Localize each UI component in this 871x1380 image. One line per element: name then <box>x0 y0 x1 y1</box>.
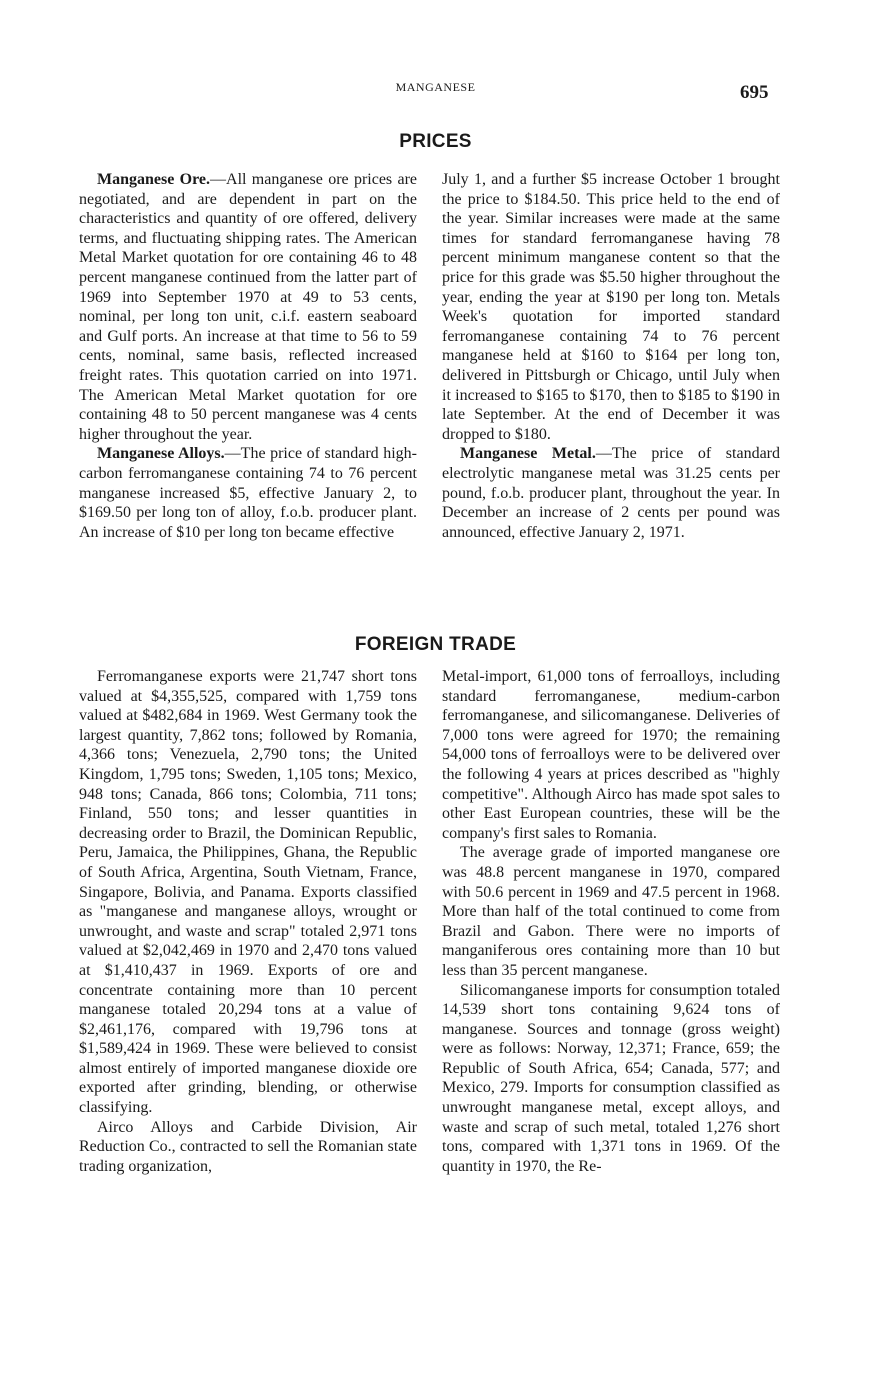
paragraph-manganese-metal <box>442 444 780 542</box>
run-in-heading: Manganese Ore. <box>97 171 211 188</box>
paragraph-airco: Airco Alloys and Carbide Division, Air Reduction Co., contracted to sell the Romanian state trading organization, <box>79 1118 417 1175</box>
paragraph-manganese-ore <box>79 170 417 444</box>
paragraph-alloys-continued <box>442 170 780 444</box>
prices-right-column <box>442 170 780 542</box>
paragraph-exports: Ferromanganese exports were 21,747 short tons valued at $4,355,525, compared with 1,759 tons valued at $482,684 in 1969. West Germany took the largest quantity, 7,862 tons; followed by Romania, 4,366 tons; Venezuela, 2,790 tons; the United Kingdom, 1,795 tons; Sweden, 1,105 tons; Mexico, 948 tons; Canada, 866 tons; Colombia, 711 tons; Finland, 550 tons; and lesser quantities in decreasing order to Brazil, the Dominican Republic, Peru, Jamaica, the Philippines, Ghana, the Republic of South Africa, Argentina, South Vietnam, France, Singapore, Bolivia, and Panama. Exports classified as "manganese and manganese alloys, wrought or unwrought, and waste and scrap" totaled 2,971 tons valued at $2,042,469 in 1970 and 2,470 tons valued at $1,410,437 in 1969. Exports of ore and concentrate containing more than 10 percent manganese totaled 20,294 tons at a value of $2,461,176, compared with 19,796 tons at $1,589,424 in 1969. These were believed to consist almost entirely of imported manganese dioxide ore exported after grinding, blending, or otherwise classifying. <box>79 668 417 1117</box>
paragraph-imported-ore-grade: The average grade of imported manganese ore was 48.8 percent manganese in 1970, compared with 50.6 percent in 1969 and 47.5 percent in 1968. More than half of the total continued to come from Brazil and Gabon. There were no imports of manganiferous ores containing more than 10 but less than 35 percent manganese. <box>442 844 780 979</box>
foreign-trade-right-column <box>442 667 780 1176</box>
foreign-trade-left-column <box>79 667 417 1176</box>
run-in-heading: Manganese Alloys. <box>97 445 225 463</box>
page-number: 695 <box>740 82 769 103</box>
prices-left-column <box>79 170 417 542</box>
run-in-heading: Manganese Metal. <box>460 445 596 463</box>
prices-heading: PRICES <box>399 131 472 152</box>
running-head: MANGANESE <box>395 80 476 94</box>
paragraph-text: —The price of standard high-carbon ferromanganese containing 74 to 76 percent manganese increased $5, effective January 2, to $169.50 per long ton of alloy, f.o.b. producer plant. An increase of $10 per long ton became effective <box>79 445 418 541</box>
paragraph-silicomanganese-imports: Silicomanganese imports for consumption totaled 14,539 short tons containing 9,624 tons of manganese. Sources and tonnage (gross weight) were as follows: Norway, 12,371; France, 659; the Republic of South Africa, 654; Canada, 577; and Mexico, 279. Imports for consumption classified as unwrought manganese metal, except alloys, and waste and scrap of such metal, totaled 1,276 short tons, compared with 1,371 tons in 1969. Of the quantity in 1970, the Re- <box>442 981 780 1175</box>
paragraph-text: —All manganese ore prices are negotiated, and are dependent in part on the characteristics and quantity of ore offered, delivery terms, and fluctuating shipping rates. The American Metal Market quotation for ore containing 46 to 48 percent manganese continued from the latter part of 1969 into September 1970 at 49 to 53 cents, nominal, per long ton unit, c.i.f. eastern seaboard and Gulf ports. An increase at that time to 56 to 59 cents, nominal, same basis, reflected increased freight rates. This quotation carried on into 1971. The American Metal Market quotation for ore containing 48 to 50 percent manganese was 4 cents higher throughout the year. <box>79 171 418 443</box>
foreign-trade-heading: FOREIGN TRADE <box>354 634 517 655</box>
paragraph-airco-continued: Metal-import, 61,000 tons of ferroalloys, including standard ferromanganese, medium-carbon ferromanganese, and silicomanganese. Deliveries of 7,000 tons were agreed for 1970; the remaining 54,000 tons of ferroalloys were to be delivered over the following 4 years at prices described as "highly competitive". Although Airco has made spot sales to other East European countries, these will be the company's first sales to Romania. <box>442 668 780 842</box>
paragraph-text: July 1, and a further $5 increase October 1 brought the price to $184.50. This price held to the end of the year. Similar increases were made at the same times for standard ferromanganese having 78 percent minimum manganese content so that the price for this grade was $5.50 higher throughout the year, ending the year at $190 per long ton. Metals Week's quotation for imported standard ferromanganese containing 74 to 76 percent manganese held at $160 to $164 per long ton, delivered in Pittsburgh or Chicago, until July when it increased to $165 to $170, then to $185 to $190 in late September. At the end of December it was dropped to $180. <box>442 171 780 443</box>
paragraph-manganese-alloys <box>79 444 417 542</box>
paragraph-text: —The price of standard electrolytic manganese metal was 31.25 cents per pound, f.o.b. producer plant, throughout the year. In December an increase of 2 cents per pound was announced, effective January 2, 1971. <box>442 445 780 541</box>
